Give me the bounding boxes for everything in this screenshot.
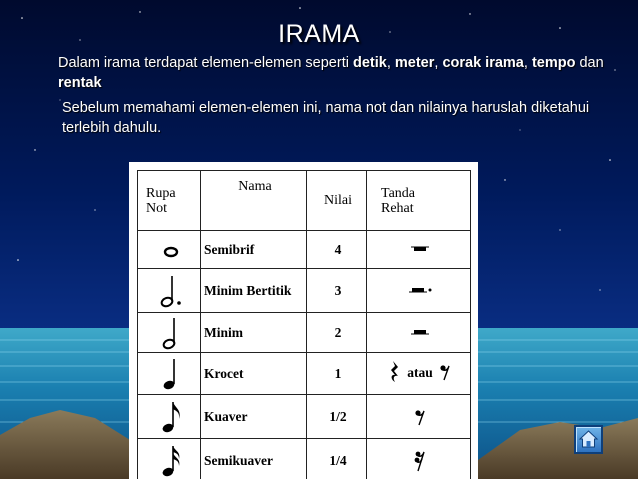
table-row [138, 269, 471, 313]
crotchet-rest-cell [367, 353, 471, 395]
semibreve-rest-icon [367, 231, 471, 269]
row-nilai: 4 [307, 231, 367, 269]
table-row [138, 395, 471, 439]
table-row [138, 353, 471, 395]
note-paragraph: Sebelum memahami elemen-elemen ini, nama not dan nilainya haruslah diketahui terlebih dahulu. [62, 100, 590, 136]
home-button[interactable] [574, 425, 603, 454]
intro-paragraph: Dalam irama terdapat elemen-elemen seperti detik, meter, corak irama, tempo dan rentak [58, 55, 604, 91]
home-icon [576, 427, 601, 452]
table-row [138, 313, 471, 353]
minim-icon [138, 313, 201, 353]
semibreve-icon [138, 231, 201, 269]
crotchet-rest-icon [389, 360, 401, 384]
minim-rest-icon [367, 313, 471, 353]
row-nilai: 3 [307, 269, 367, 313]
header-tanda-rehat: Tanda Rehat [367, 171, 471, 231]
crotchet-icon [138, 353, 201, 395]
quaver-rest-icon [367, 395, 471, 439]
semiquaver-rest-icon [367, 439, 471, 479]
row-nama: Semikuaver [201, 439, 307, 479]
quaver-icon [138, 395, 201, 439]
header-rupa-not: Rupa Not [138, 171, 201, 231]
row-nama: Krocet [201, 353, 307, 395]
semiquaver-icon [138, 439, 201, 479]
table-row [138, 231, 471, 269]
row-nilai: 1 [307, 353, 367, 395]
dotted-minim-rest-icon [367, 269, 471, 313]
note-value-table [137, 170, 471, 479]
header-nilai: Nilai [307, 171, 367, 231]
table-row [138, 439, 471, 479]
row-nilai: 1/2 [307, 395, 367, 439]
table-header-row [138, 171, 471, 231]
row-nama: Minim [201, 313, 307, 353]
slide-title: IRAMA [278, 20, 360, 48]
note-value-table-card [129, 162, 478, 479]
row-nilai: 1/4 [307, 439, 367, 479]
row-nama: Minim Bertitik [201, 269, 307, 313]
header-nama: Nama [201, 171, 307, 231]
row-nilai: 2 [307, 313, 367, 353]
crotchet-rest-alt-icon [439, 363, 451, 381]
rest-alternative-label: atau [407, 364, 433, 380]
row-nama: Kuaver [201, 395, 307, 439]
dotted-minim-icon [138, 269, 201, 313]
row-nama: Semibrif [201, 231, 307, 269]
